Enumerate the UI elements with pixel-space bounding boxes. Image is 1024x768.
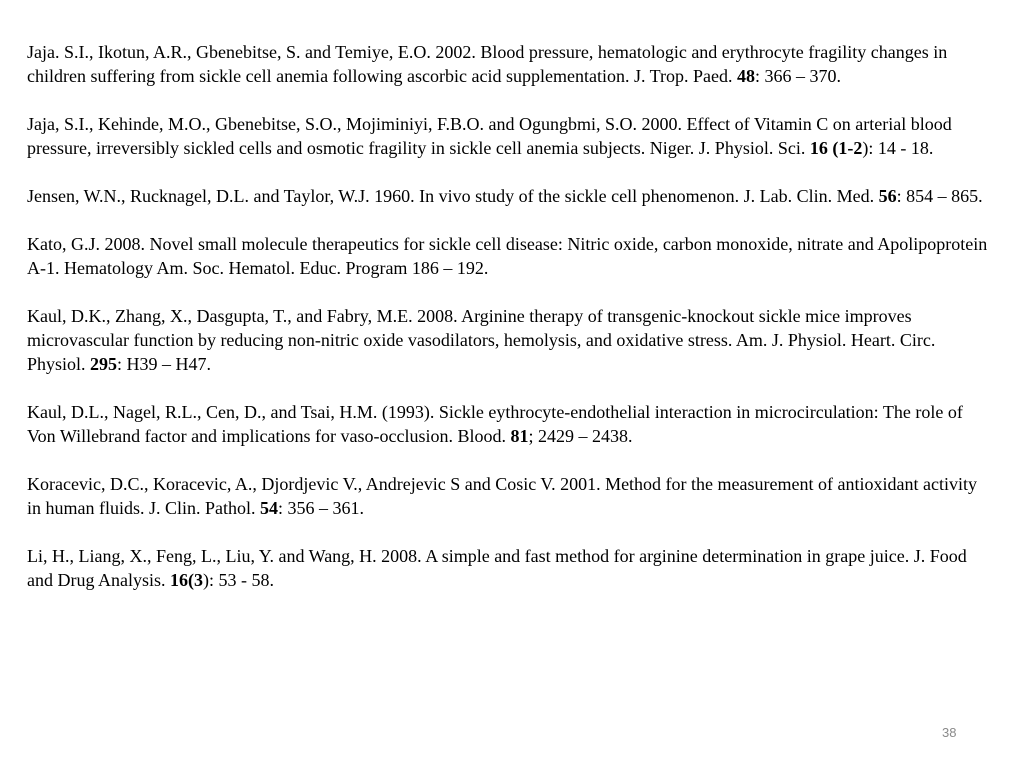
reference-item [27,304,992,376]
reference-item [27,184,992,208]
reference-text: Kaul, D.K., Zhang, X., Dasgupta, T., and Fabry, M.E. 2008. Arginine therapy of transgenic-knockout sickle mice improves microvascular function by reducing non-nitric oxide vasodilators, hemolysis, and oxidative stress. Am. J. Physiol. Heart. Circ. Physiol. [27,306,936,374]
reference-text: Li, H., Liang, X., Feng, L., Liu, Y. and Wang, H. 2008. A simple and fast method for arginine determination in grape juice. J. Food and Drug Analysis. [27,546,967,590]
reference-item [27,40,992,88]
reference-pages: : 366 – 370. [755,66,842,86]
reference-text: Kato, G.J. 2008. Novel small molecule therapeutics for sickle cell disease: Nitric oxide, carbon monoxide, nitrate and Apolipoprotein A-1. Hematology Am. Soc. Hematol. Educ. Program 186 – 192. [27,234,988,278]
reference-pages: ): 53 - 58. [203,570,274,590]
reference-item [27,472,992,520]
reference-list [27,40,992,616]
reference-volume: 81 [510,426,529,446]
reference-pages: ; 2429 – 2438. [528,426,633,446]
reference-volume: 56 [878,186,897,206]
reference-volume: 16(3 [170,570,203,590]
reference-volume: 16 (1-2 [809,138,863,158]
reference-text: Jaja, S.I., Kehinde, M.O., Gbenebitse, S.O., Mojiminiyi, F.B.O. and Ogungbmi, S.O. 2000. Effect of Vitamin C on arterial blood pressure, irreversibly sickled cells and osmotic fragility in sickle cell anemia subjects. Niger. J. Physiol. Sci. [27,114,952,158]
reference-item [27,232,992,280]
reference-text: Jensen, W.N., Rucknagel, D.L. and Taylor, W.J. 1960. In vivo study of the sickle cell phenomenon. J. Lab. Clin. Med. [27,186,879,206]
reference-text: Kaul, D.L., Nagel, R.L., Cen, D., and Tsai, H.M. (1993). Sickle eythrocyte-endothelial interaction in microcirculation: The role of Von Willebrand factor and implications for vaso-occlusion. Blood. [27,402,963,446]
page-number: 38 [942,725,957,740]
reference-volume: 48 [737,66,755,86]
reference-volume: 295 [90,354,118,374]
reference-item [27,112,992,160]
reference-pages: : H39 – H47. [117,354,212,374]
reference-pages: : 854 – 865. [896,186,983,206]
reference-text: Jaja. S.I., Ikotun, A.R., Gbenebitse, S. and Temiye, E.O. 2002. Blood pressure, hematologic and erythrocyte fragility changes in children suffering from sickle cell anemia following ascorbic acid supplementation. J. Trop. Paed. [27,42,948,86]
reference-item [27,400,992,448]
reference-text: Koracevic, D.C., Koracevic, A., Djordjevic V., Andrejevic S and Cosic V. 2001. Method for the measurement of antioxidant activity in human fluids. J. Clin. Pathol. [27,474,977,518]
reference-volume: 54 [260,498,279,518]
reference-pages: ): 14 - 18. [862,138,934,158]
reference-item [27,544,992,592]
reference-pages: : 356 – 361. [278,498,365,518]
